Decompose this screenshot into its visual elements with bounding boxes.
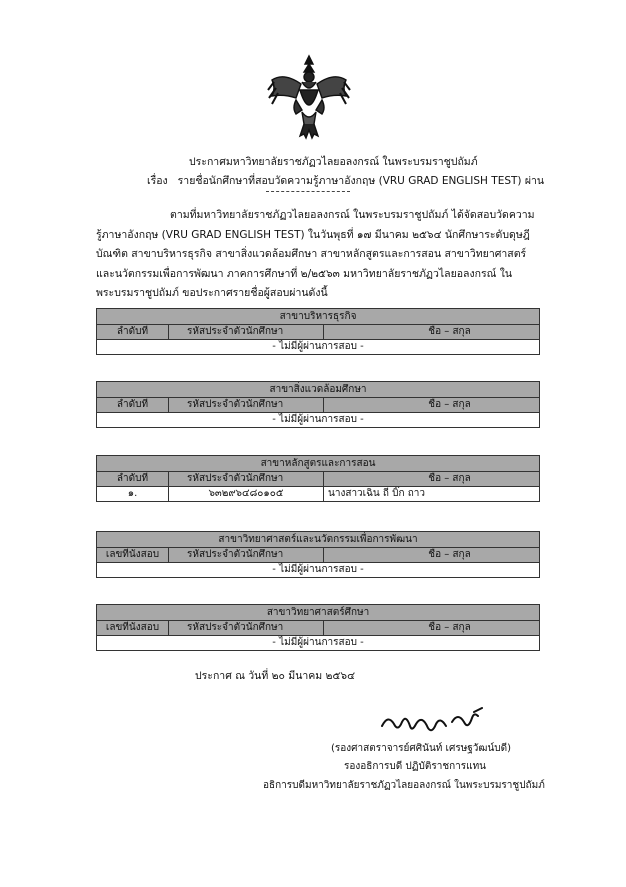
table-title: สาขาวิทยาศาสตร์และนวัตกรรมเพื่อการพัฒนา bbox=[97, 532, 540, 548]
announcement-header: ประกาศมหาวิทยาลัยราชภัฏวไลยอลงกรณ์ ในพระบรมราชูปถัมภ์ bbox=[189, 156, 478, 168]
column-header-seat: เลขที่นั่งสอบ bbox=[97, 548, 169, 563]
column-header-student-id: รหัสประจำตัวนักศึกษา bbox=[169, 621, 324, 636]
no-passers-row: - ไม่มีผู้ผ่านการสอบ - bbox=[97, 636, 540, 651]
announcement-date: ประกาศ ณ วันที่ ๒๐ มีนาคม ๒๕๖๔ bbox=[195, 670, 356, 682]
row-name: นางสาวเฉิน ถี บิ๊ก ถาว bbox=[324, 487, 540, 502]
handwritten-signature bbox=[378, 706, 486, 740]
column-header-name: ชื่อ – สกุล bbox=[324, 325, 540, 340]
row-seq: ๑. bbox=[97, 487, 169, 502]
announcement-subject: รายชื่อนักศึกษาที่สอบวัดความรู้ภาษาอังกฤษ (VRU GRAD ENGLISH TEST) ผ่าน bbox=[177, 175, 545, 187]
column-header-seq: ลำดับที่ bbox=[97, 472, 169, 487]
column-header-student-id: รหัสประจำตัวนักศึกษา bbox=[169, 472, 324, 487]
no-passers-row: - ไม่มีผู้ผ่านการสอบ - bbox=[97, 413, 540, 428]
announcement-body bbox=[96, 206, 540, 304]
row-student-id: ๖๓๒๙๖๔๘๐๑๐๕ bbox=[169, 487, 324, 502]
table-title: สาขาสิ่งแวดล้อมศึกษา bbox=[97, 382, 540, 398]
results-table-science-innovation bbox=[96, 531, 540, 578]
column-header-name: ชื่อ – สกุล bbox=[324, 621, 540, 636]
table-title: สาขาบริหารธุรกิจ bbox=[97, 309, 540, 325]
column-header-name: ชื่อ – สกุล bbox=[324, 398, 540, 413]
column-header-student-id: รหัสประจำตัวนักศึกษา bbox=[169, 548, 324, 563]
subject-label: เรื่อง bbox=[147, 175, 168, 187]
results-table-curriculum-instruction bbox=[96, 455, 540, 502]
no-passers-row: - ไม่มีผู้ผ่านการสอบ - bbox=[97, 563, 540, 578]
column-header-seq: ลำดับที่ bbox=[97, 398, 169, 413]
header-separator bbox=[266, 191, 350, 192]
column-header-name: ชื่อ – สกุล bbox=[324, 472, 540, 487]
table-title: สาขาหลักสูตรและการสอน bbox=[97, 456, 540, 472]
column-header-seq: ลำดับที่ bbox=[97, 325, 169, 340]
announcement-subject-line bbox=[147, 172, 544, 189]
signatory-title: อธิการบดีมหาวิทยาลัยราชภัฏวไลยอลงกรณ์ ในพระบรมราชูปถัมภ์ bbox=[263, 780, 545, 791]
column-header-student-id: รหัสประจำตัวนักศึกษา bbox=[169, 398, 324, 413]
column-header-seat: เลขที่นั่งสอบ bbox=[97, 621, 169, 636]
results-table-business-admin bbox=[96, 308, 540, 355]
body-paragraph: ตามที่มหาวิทยาลัยราชภัฏวไลยอลงกรณ์ ในพระบรมราชูปถัมภ์ ได้จัดสอบวัดความรู้ภาษาอังกฤษ (VRU GRAD ENGLISH TEST) ในวันพุธที่ ๑๗ มีนาคม ๒๕๖๔ นักศึกษาระดับดุษฎีบัณฑิต สาขาบริหารธุรกิจ สาขาสิ่งแวดล้อมศึกษา สาขาหลักสูตรและการสอน สาขาวิทยาศาสตร์และนวัตกรรมเพื่อการพัฒนา ภาคการศึกษาที่ ๒/๒๕๖๓ มหาวิทยาลัยราชภัฏวไลยอลงกรณ์ ในพระบรมราชูปถัมภ์ ขอประกาศรายชื่อผู้สอบผ่านดังนี้ bbox=[96, 209, 535, 299]
signatory-position: รองอธิการบดี ปฏิบัติราชการแทน bbox=[344, 761, 487, 772]
no-passers-row: - ไม่มีผู้ผ่านการสอบ - bbox=[97, 340, 540, 355]
column-header-name: ชื่อ – สกุล bbox=[324, 548, 540, 563]
signatory-name: (รองศาสตราจารย์ศศินันท์ เศรษฐวัฒน์บดี) bbox=[331, 743, 512, 754]
table-row bbox=[97, 487, 540, 502]
column-header-student-id: รหัสประจำตัวนักศึกษา bbox=[169, 325, 324, 340]
results-table-environmental-education bbox=[96, 381, 540, 428]
garuda-emblem-icon bbox=[266, 50, 352, 140]
results-table-science-education bbox=[96, 604, 540, 651]
table-title: สาขาวิทยาศาสตร์ศึกษา bbox=[97, 605, 540, 621]
